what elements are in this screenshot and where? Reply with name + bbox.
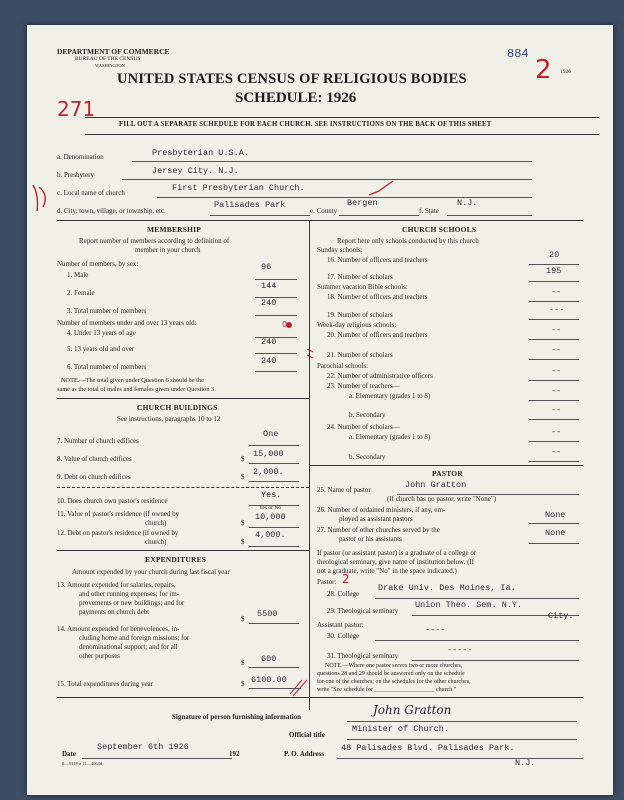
q13-value: 5500	[257, 609, 278, 619]
q22-label: 22. Number of administrative officers	[327, 372, 433, 380]
q20-value: --	[551, 325, 562, 335]
age-breakdown-label: Number of members under and over 13 years old:	[57, 319, 197, 327]
q23a-value: --	[551, 386, 562, 396]
q14-line-b: cluding home and foreign missions; for	[79, 634, 190, 642]
q4-value: 0	[282, 320, 288, 329]
q26-line-b: ployed as assistant pastors	[339, 515, 413, 523]
pastor-note-4: write "See schedule for ____________________ church."	[317, 687, 457, 693]
handwritten-number-left: 271	[57, 97, 96, 121]
q29-value-continued: City.	[548, 611, 574, 621]
q6-label: 6. Total number of members	[67, 363, 147, 371]
church-buildings-heading: CHURCH BUILDINGS	[137, 403, 218, 412]
q13-line-a: 13. Amount expended for salaries, repairs,	[57, 581, 176, 589]
q21-label: 21. Number of scholars	[327, 351, 393, 359]
q20-label: 20. Number of officers and teachers	[327, 331, 428, 339]
q16-value: 20	[549, 250, 560, 260]
q5-label: 5. 13 years old and over	[67, 345, 135, 353]
stamp-number: 884	[507, 47, 529, 61]
expenditures-heading: EXPENDITURES	[145, 555, 207, 564]
denomination-label: a. Denomination	[57, 153, 104, 161]
q10-label: 10. Does church own pastor's residence	[57, 497, 168, 505]
date-year-print: 192	[229, 750, 240, 758]
q14-value: 600	[261, 654, 277, 664]
q26-value: None	[545, 510, 566, 520]
local-name-value: First Presbyterian Church.	[172, 183, 305, 193]
q14-line-a: 14. Amount expended for benevolences, in-	[57, 625, 180, 633]
q28-value: Drake Univ. Des Moines, Ia.	[378, 583, 516, 593]
q1-label: 1. Male	[67, 271, 89, 279]
q24-label: 24. Number of scholars—	[327, 423, 400, 431]
schedule-title: SCHEDULE: 1926	[235, 90, 357, 106]
membership-note-1: NOTE.—The total given under Question 6 should be the	[61, 377, 204, 384]
q1-value: 96	[261, 262, 272, 272]
q2-label: 2. Female	[67, 289, 95, 297]
year-small: 1926	[560, 69, 571, 75]
signature-label: Signature of person furnishing information	[172, 713, 301, 721]
official-title-value: Minister of Church.	[352, 724, 449, 734]
q14-line-d: other purposes	[79, 652, 121, 660]
date-value: September 6th 1926	[97, 742, 189, 752]
q9-value: 2,000.	[253, 467, 284, 477]
q11-label-a: 11. Value of pastor's residence (if owned by	[57, 510, 180, 518]
membership-note-2: same as the total of males and females given under Question 3.	[57, 386, 216, 393]
q14-line-c: denominational support; and for all	[79, 643, 178, 651]
q29-label: 29. Theological seminary	[327, 607, 399, 615]
po-address-value-continued: N.J.	[515, 758, 536, 768]
q13-line-c: provements or new buildings; and for	[79, 599, 185, 607]
po-address-value: 48 Palisades Blvd. Palisades Park.	[341, 743, 515, 753]
q12-value: 4,000.	[255, 530, 286, 540]
expenditures-subtitle: Amount expended by your church during last fiscal year	[72, 568, 230, 576]
pastor-note-3: for one of the churches; on the schedules for the other churches,	[317, 679, 471, 685]
city-value: Palisades Park	[214, 200, 286, 210]
q15-label: 15. Total expenditures during year	[57, 680, 153, 688]
q24b-label: b. Secondary	[349, 453, 386, 461]
weekday-schools-label: Week-day religious schools:	[317, 321, 397, 329]
state-label: f. State	[419, 207, 439, 215]
q22-value: --	[551, 366, 562, 376]
pastor-note-1: NOTE.—Where one pastor serves two or more churches,	[325, 663, 463, 669]
assistant-pastor-label: Assistant pastor:	[317, 621, 364, 629]
q26-line-a: 26. Number of ordained ministers, if any, em-	[317, 506, 446, 514]
q8-label: 8. Value of church edifices	[57, 455, 132, 463]
separate-schedule-instruction: FILL OUT A SEPARATE SCHEDULE FOR EACH CHURCH. SEE INSTRUCTIONS ON THE BACK OF THIS SHEET	[119, 121, 492, 128]
q18-label: 18. Number of officers and teachers	[327, 293, 428, 301]
pastor-note-2: questions 28 and 29 should be answered only on the schedule	[317, 671, 465, 677]
q4-label: 4. Under 13 years of age	[67, 329, 136, 337]
q6-value: 240	[261, 356, 277, 366]
q19-label: 19. Number of scholars	[327, 311, 393, 319]
q24b-value: --	[551, 447, 562, 457]
q19-value: ---	[549, 305, 565, 315]
graduate-note-2: theological seminary, give name of institution below. (If	[317, 558, 475, 566]
pastor-sub-label: Pastor:	[317, 578, 337, 586]
q29-value: Union Theo. Sem. N.Y.	[415, 600, 523, 610]
q31-value: -----	[447, 645, 473, 655]
church-schools-heading: CHURCH SCHOOLS	[402, 225, 477, 234]
q17-value: 195	[546, 266, 562, 276]
department-name: DEPARTMENT OF COMMERCE	[57, 47, 170, 56]
q13-line-d: payments on church debt	[79, 608, 150, 616]
q7-value: One	[263, 429, 279, 439]
q11-label-b: church)	[145, 519, 167, 527]
q24a-value: --	[551, 427, 562, 437]
q28-label: 28. College	[327, 590, 360, 598]
q10-hint: Yes or No	[259, 505, 282, 511]
presbytery-value: Jersey City. N.J.	[152, 166, 239, 176]
q30-value: ----	[425, 625, 446, 635]
membership-intro-2: member in your church	[135, 246, 201, 254]
official-title-label: Official title	[289, 731, 325, 739]
state-value: N.J.	[457, 198, 478, 208]
q25-hint: (If church has no pastor, write "None")	[387, 495, 497, 503]
members-by-sex-label: Number of members, by sex:	[57, 260, 139, 268]
summer-schools-label: Summer vacation Bible schools:	[317, 283, 408, 291]
po-address-label: P. O. Address	[284, 750, 325, 758]
q11-value: 10,000	[255, 512, 286, 522]
church-buildings-subtitle: See instructions, paragraphs 10 to 12	[117, 415, 221, 423]
q23a-label: a. Elementary (grades 1 to 8)	[349, 392, 431, 400]
membership-heading: MEMBERSHIP	[147, 225, 202, 234]
graduate-note-3: not a graduate, write "No" in the space indicated.)	[317, 567, 457, 575]
q16-label: 16. Number of officers and teachers	[327, 256, 428, 264]
membership-intro-1: Report number of members according to definition of	[79, 237, 230, 245]
sunday-schools-label: Sunday schools:	[317, 246, 363, 254]
signature-value: John Gratton	[373, 703, 452, 717]
q3-value: 240	[261, 298, 277, 308]
census-schedule-page: DEPARTMENT OF COMMERCE BUREAU OF THE CENSUS WASHINGTON UNITED STATES CENSUS OF RELIGIOUS BODIES SCHEDULE: 1926 884 271 2 1926 FILL OUT A SEPARATE SCHEDULE FOR EACH CHURCH. SEE INSTRUCTIONS ON THE BACK OF THIS SHEET a. Denomination Presbyterian U.S.A. b. Presbytery Jersey City. N.J. c. Local name of church First Presbyterian Church. d. City, town, village, or township, etc. Palisades Park e. County Bergen f. State N.J. MEMBERSHIP Report number of members according to definition of member in your church Number of members, by sex: 1. Male 96 2. Female 144 3. Total number of members 240 Number of members under and over 13 years old: 4. Under 13 years of age 0 5. 13 years old and over 240 6. Total number of members 240 NOTE.—The total given under Question 6 should be the same as the total of males and females given under Question 3. CHURCH BUILDINGS See instructions, paragraphs 10 to 12 7. Number of church edifices One 8. Value of church edifices $ 15,000 9. Debt on church edifices $ 2,000. 10. Does church own pastor's residence Yes. Yes or No 11. Value of pastor's residence (if owned by church) $ 10,000 12. Debt on pastor's residence (if owned by church) $ 4,000. EXPENDITURES Amount expended by your church during last fiscal year 13. Amount expended for salaries, repairs, and other running expenses; for im- provements or new buildings; and for payments on church debt $ 5500 14. Amount expended for benevolences, in- cluding home and foreign missions; for denominational support; and for all other purposes $ 600 15. Total expenditures during year $ 6100.00 CHURCH SCHOOLS Report here only schools conducted by this church Sunday schools: 16. Number of officers and teachers 20 17. Number of scholars 195 Summer vacation Bible schools: 18. Number of officers and teachers -- 19. Number of scholars --- Week-day religious schools: 20. Number of officers and teachers -- 21. Number of scholars -- Parochial schools: 22. Number of administrative officers -- 23. Number of teachers— a. Elementary (grades 1 to 8) -- b. Secondary -- 24. Number of scholars— a. Elementary (grades 1 to 8) -- b. Secondary -- PASTOR 25. Name of pastor John Gratton (If church has no pastor, write "None") 26. Number of ordained ministers, if any, em- ployed as assistant pastors None 27. Number of other churches served by the pastor or his assistants None If pastor (or assistant pastor) is a graduate of a college or theological seminary, give name of institution below. (If not a graduate, write "No" in the space indicated.) Pastor: 2 28. College Drake Univ. Des Moines, Ia. 29. Theological seminary Union Theo. Sem. N.Y. City. Assistant pastor: 30. College ---- 31. Theological seminary ----- NOTE.—Where one pastor serves two or more churches, questions 28 and 29 should be answered only on the schedule for one of the churches; on the schedules for the other churches, write "See schedule for ____________________ church." Signature of person furnishing information John Gratton Official title Minister of Church. Date September 6th 1926 192 P. O. Address 48 Palisades Blvd. Palisades Park. N.J. 8—5318 a 11—4064d	[27, 25, 613, 795]
q12-label-b: church)	[145, 538, 167, 546]
q27-value: None	[545, 528, 566, 538]
q5-value: 240	[261, 337, 277, 347]
q23-label: 23. Number of teachers—	[327, 382, 400, 390]
date-label: Date	[62, 750, 76, 758]
q2-value: 144	[261, 281, 277, 291]
q21-value: --	[551, 345, 562, 355]
bureau-city: WASHINGTON	[95, 63, 125, 68]
q23b-value: --	[551, 405, 562, 415]
q24a-label: a. Elementary (grades 1 to 8)	[349, 433, 431, 441]
q15-value: 6100.00	[251, 675, 287, 685]
q12-label-a: 12. Debt on pastor's residence (if owned by	[57, 529, 179, 537]
graduate-note-1: If pastor (or assistant pastor) is a graduate of a college or	[317, 549, 477, 557]
presbytery-label: b. Presbytery	[57, 171, 94, 179]
q3-label: 3. Total number of members	[67, 307, 147, 315]
bureau-name: BUREAU OF THE CENSUS	[75, 56, 141, 62]
q18-value: --	[551, 287, 562, 297]
q13-line-b: and other running expenses; for im-	[79, 590, 180, 598]
handwritten-number-right: 2	[535, 55, 552, 85]
q27-line-a: 27. Number of other churches served by the	[317, 526, 440, 534]
q23b-label: b. Secondary	[349, 411, 386, 419]
q9-label: 9. Debt on church edifices	[57, 473, 131, 481]
county-label: e. County	[310, 207, 338, 215]
pastor-heading: PASTOR	[432, 469, 463, 478]
q17-label: 17. Number of scholars	[327, 273, 393, 281]
q25-value: John Gratton	[405, 480, 467, 490]
q10-value: Yes.	[261, 490, 282, 500]
city-label: d. City, town, village, or township, etc.	[57, 207, 166, 215]
form-title: UNITED STATES CENSUS OF RELIGIOUS BODIES	[117, 71, 467, 87]
q7-label: 7. Number of church edifices	[57, 437, 139, 445]
q8-value: 15,000	[253, 449, 284, 459]
county-value: Bergen	[347, 198, 378, 208]
denomination-value: Presbyterian U.S.A.	[152, 148, 249, 158]
parochial-schools-label: Parochial schools:	[317, 362, 369, 370]
print-code: 8—5318 a 11—4064d	[62, 761, 103, 766]
q31-label: 31. Theological seminary	[327, 652, 399, 660]
q25-label: 25. Name of pastor	[317, 486, 371, 494]
church-schools-intro: Report here only schools conducted by this church	[337, 237, 479, 245]
q30-label: 30. College	[327, 632, 360, 640]
q27-line-b: pastor or his assistants	[339, 535, 402, 543]
local-name-label: c. Local name of church	[57, 189, 125, 197]
